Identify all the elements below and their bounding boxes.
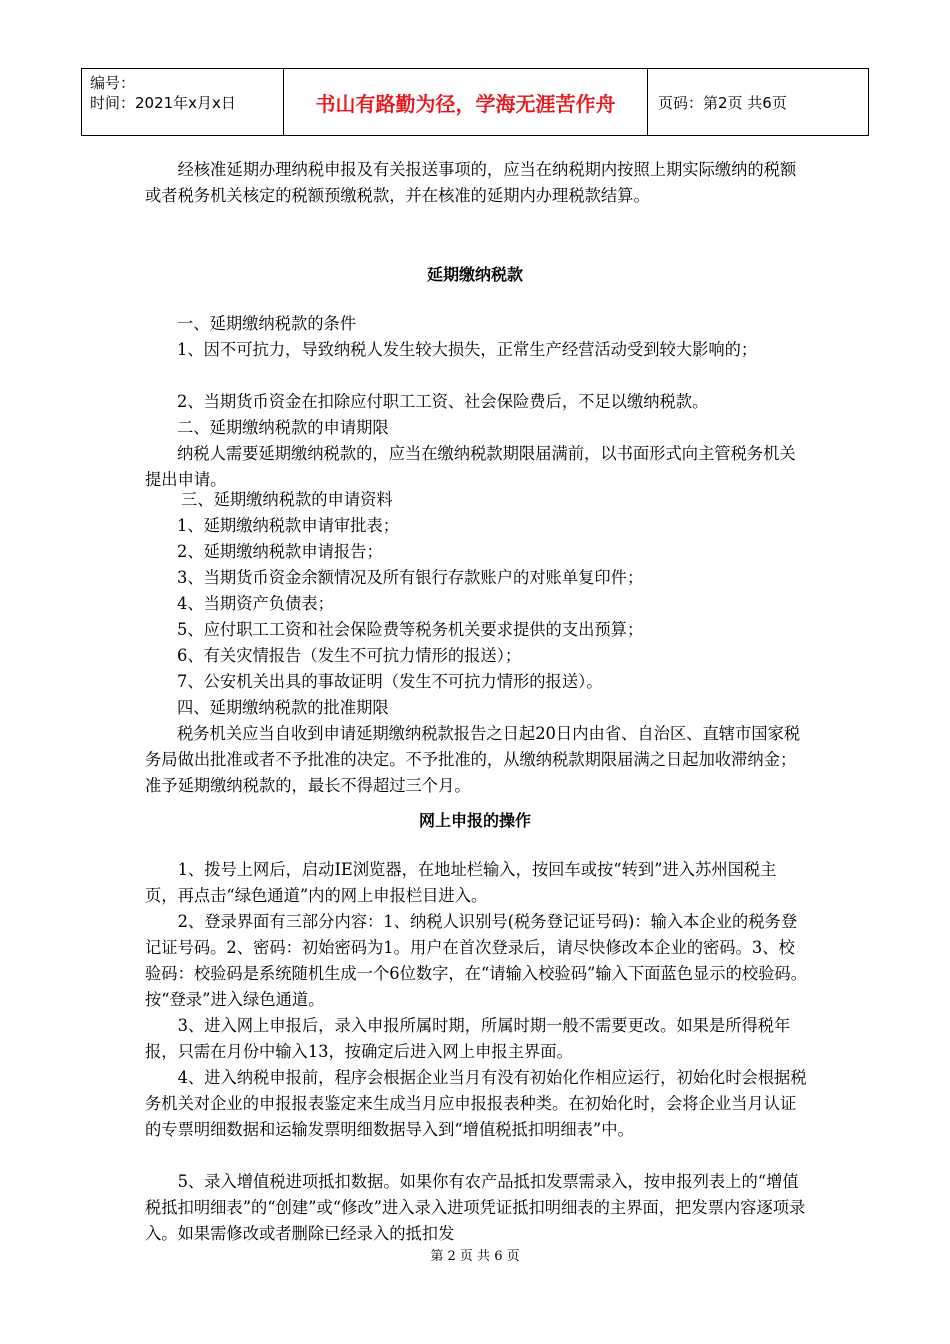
section-title-deferral: 延期缴纳税款 <box>426 265 523 284</box>
material-item: 1、延期缴纳税款申请审批表； <box>177 516 400 535</box>
material-item: 6、有关灾情报告（发生不可抗力情形的报送）； <box>177 646 522 665</box>
material-item: 7、公安机关出具的事故证明（发生不可抗力情形的报送）。 <box>177 672 603 691</box>
header-meta <box>82 69 284 135</box>
conditions-heading: 一、延期缴纳税款的条件 <box>177 314 357 333</box>
number-label: 编号： <box>90 74 136 92</box>
material-item: 3、当期货币资金余额情况及所有银行存款账户的对账单复印件； <box>177 568 644 587</box>
section-title-online-filing: 网上申报的操作 <box>418 811 531 830</box>
materials-heading: 三、延期缴纳税款的申请资料 <box>181 490 393 509</box>
step-paragraph: 2、登录界面有三部分内容：1、纳税人识别号(税务登记证号码)：输入本企业的税务登记证号码。2、密码：初始密码为1。用户在首次登录后，请尽快修改本企业的密码。3、校验码：校验码是系统随机生成一个6位数字，在“请输入校验码”输入下面蓝色显示的校验码。按“登录”进入绿色通道。 <box>145 912 807 1009</box>
time-label: 时间：2021年x月x日 <box>90 94 236 112</box>
material-item: 2、延期缴纳税款申请报告； <box>177 542 383 561</box>
step-paragraph: 1、拨号上网后，启动IE浏览器，在地址栏输入，按回车或按“转到”进入苏州国税主页，再点击“绿色通道”内的网上申报栏目进入。 <box>145 860 777 905</box>
period-heading: 二、延期缴纳税款的申请期限 <box>177 418 389 437</box>
period-text: 纳税人需要延期缴纳税款的，应当在缴纳税款期限届满前，以书面形式向主管税务机关提出申请。 <box>145 444 796 489</box>
step-paragraph: 4、进入纳税申报前，程序会根据企业当月有没有初始化作相应运行，初始化时会根据税务机关对企业的申报报表鉴定来生成当月应申报报表种类。在初始化时，会将企业当月认证的专票明细数据和运输发票明细数据导入到“增值税抵扣明细表”中。 <box>145 1068 807 1139</box>
header-motto: 书山有路勤为径，学海无涯苦作舟 <box>284 69 648 135</box>
approval-heading: 四、延期缴纳税款的批准期限 <box>177 698 389 717</box>
step-paragraph: 3、进入网上申报后，录入申报所属时期，所属时期一般不需要更改。如果是所得税年报，只需在月份中输入13，按确定后进入网上申报主界面。 <box>145 1016 791 1061</box>
condition-1: 1、因不可抗力，导致纳税人发生较大损失，正常生产经营活动受到较大影响的； <box>177 340 758 359</box>
material-item: 5、应付职工工资和社会保险费等税务机关要求提供的支出预算； <box>177 620 644 639</box>
approval-text: 税务机关应当自收到申请延期缴纳税款报告之日起20日内由省、自治区、直辖市国家税务局做出批准或者不予批准的决定。不予批准的，从缴纳税款期限届满之日起加收滞纳金；准予延期缴纳税款的，最长不得超过三个月。 <box>145 724 801 795</box>
page-header <box>81 68 869 136</box>
page-footer: 第 2 页 共 6 页 <box>430 1249 520 1264</box>
step-paragraph: 5、录入增值税进项抵扣数据。如果你有农产品抵扣发票需录入，按申报列表上的“增值税抵扣明细表”的“创建”或“修改”进入录入进项凭证抵扣明细表的主界面，把发票内容逐项录入。如果需修改或者删除已经录入的抵扣发 <box>145 1172 806 1243</box>
condition-2: 2、当期货币资金在扣除应付职工工资、社会保险费后，不足以缴纳税款。 <box>177 392 709 411</box>
material-item: 4、当期资产负债表； <box>177 594 334 613</box>
intro-paragraph: 经核准延期办理纳税申报及有关报送事项的，应当在纳税期内按照上期实际缴纳的税额或者税务机关核定的税额预缴税款，并在核准的延期内办理税款结算。 <box>145 160 797 205</box>
header-page-info: 页码：第2页 共6页 <box>658 93 787 112</box>
